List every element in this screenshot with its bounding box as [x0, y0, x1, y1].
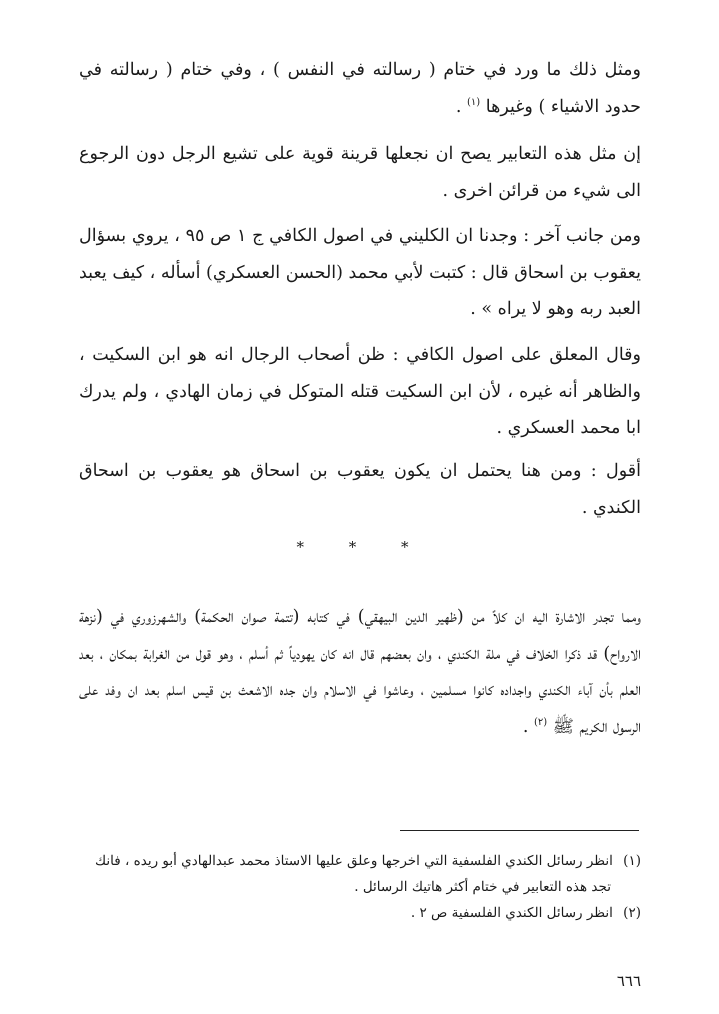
footnotes: [75, 848, 641, 926]
footnote-2-text: انظر رسائل الكندي الفلسفية ص ٢ .: [410, 905, 613, 921]
footnote-2: [75, 900, 641, 926]
paragraph-1: [79, 52, 641, 125]
paragraph-6-tail: .: [522, 716, 529, 737]
paragraph-2-text: إن مثل هذه التعابير يصح ان نجعلها قرينة قوية على تشيع الرجل دون الرجوع الى شيء من قرائن اخرى .: [79, 144, 641, 201]
paragraph-2: [79, 136, 641, 209]
footnote-ref-1[interactable]: (١): [467, 96, 481, 108]
paragraph-1-tail: .: [455, 96, 462, 117]
paragraph-4-text: وقال المعلق على اصول الكافي : ظن أصحاب الرجال انه هو ابن السكيت ، والظاهر أنه غيره ، لأن ابن السكيت قتله المتوكل في زمان الهادي ، ولم يدرك ابا محمد العسكري .: [79, 345, 641, 438]
footnote-ref-2[interactable]: (٢): [534, 716, 548, 728]
paragraph-6-text: ومما تجدر الاشارة اليه ان كلاً من (ظهير الدين البيهقي) في كتابه (تتمة صوان الحكمة) والشهرزوري في (نزهة الارواح) قد ذكرا الخلاف في ملة الكندي ، وان بعضهم قال انه كان يهودياً ثم أسلم ، وهو قول من الغرابة بمكان ، بعد العلم بأن آباء الكندي واجداده كانوا مسلمين ، وعاشوا في الاسلام وان جده الاشعث بن قيس اسلم بعد ان وفد على الرسول الكريم ﷺ: [79, 607, 641, 737]
footnote-1: [75, 848, 641, 900]
paragraph-6: [79, 599, 641, 745]
paragraph-5: [79, 453, 641, 526]
footnote-1-text: انظر رسائل الكندي الفلسفية التي اخرجها وعلق عليها الاستاذ محمد عبدالهادي أبو ريده ، فانك: [95, 853, 613, 869]
paragraph-1-text: ومثل ذلك ما ورد في ختام ( رسالته في النفس ) ، وفي ختام ( رسالته في حدود الاشياء ) وغيرها: [79, 60, 641, 117]
separator-star: *: [348, 538, 371, 556]
separator-star: *: [296, 538, 318, 556]
paragraph-3: [79, 218, 641, 328]
paragraph-3-text: ومن جانب آخر : وجدنا ان الكليني في اصول الكافي ج ١ ص ٩٥ ، يروي بسؤال يعقوب بن اسحاق قال : كتبت لأبي محمد (الحسن العسكري) أسأله ، كيف يعبد العبد ربه وهو لا يراه » .: [79, 226, 641, 319]
page-number: ٦٦٦: [616, 972, 641, 990]
section-separator: [0, 538, 719, 556]
separator-star: *: [401, 538, 423, 556]
paragraph-4: [79, 337, 641, 447]
footnote-2-number: (٢): [623, 905, 641, 921]
footnote-1-number: (١): [623, 853, 641, 869]
paragraph-5-text: أقول : ومن هنا يحتمل ان يكون يعقوب بن اسحاق هو يعقوب بن اسحاق الكندي .: [79, 461, 641, 518]
footnote-divider: [400, 830, 639, 831]
footnote-1-continuation: تجد هذه التعابير في ختام أكثر هاتيك الرسائل .: [354, 879, 611, 895]
